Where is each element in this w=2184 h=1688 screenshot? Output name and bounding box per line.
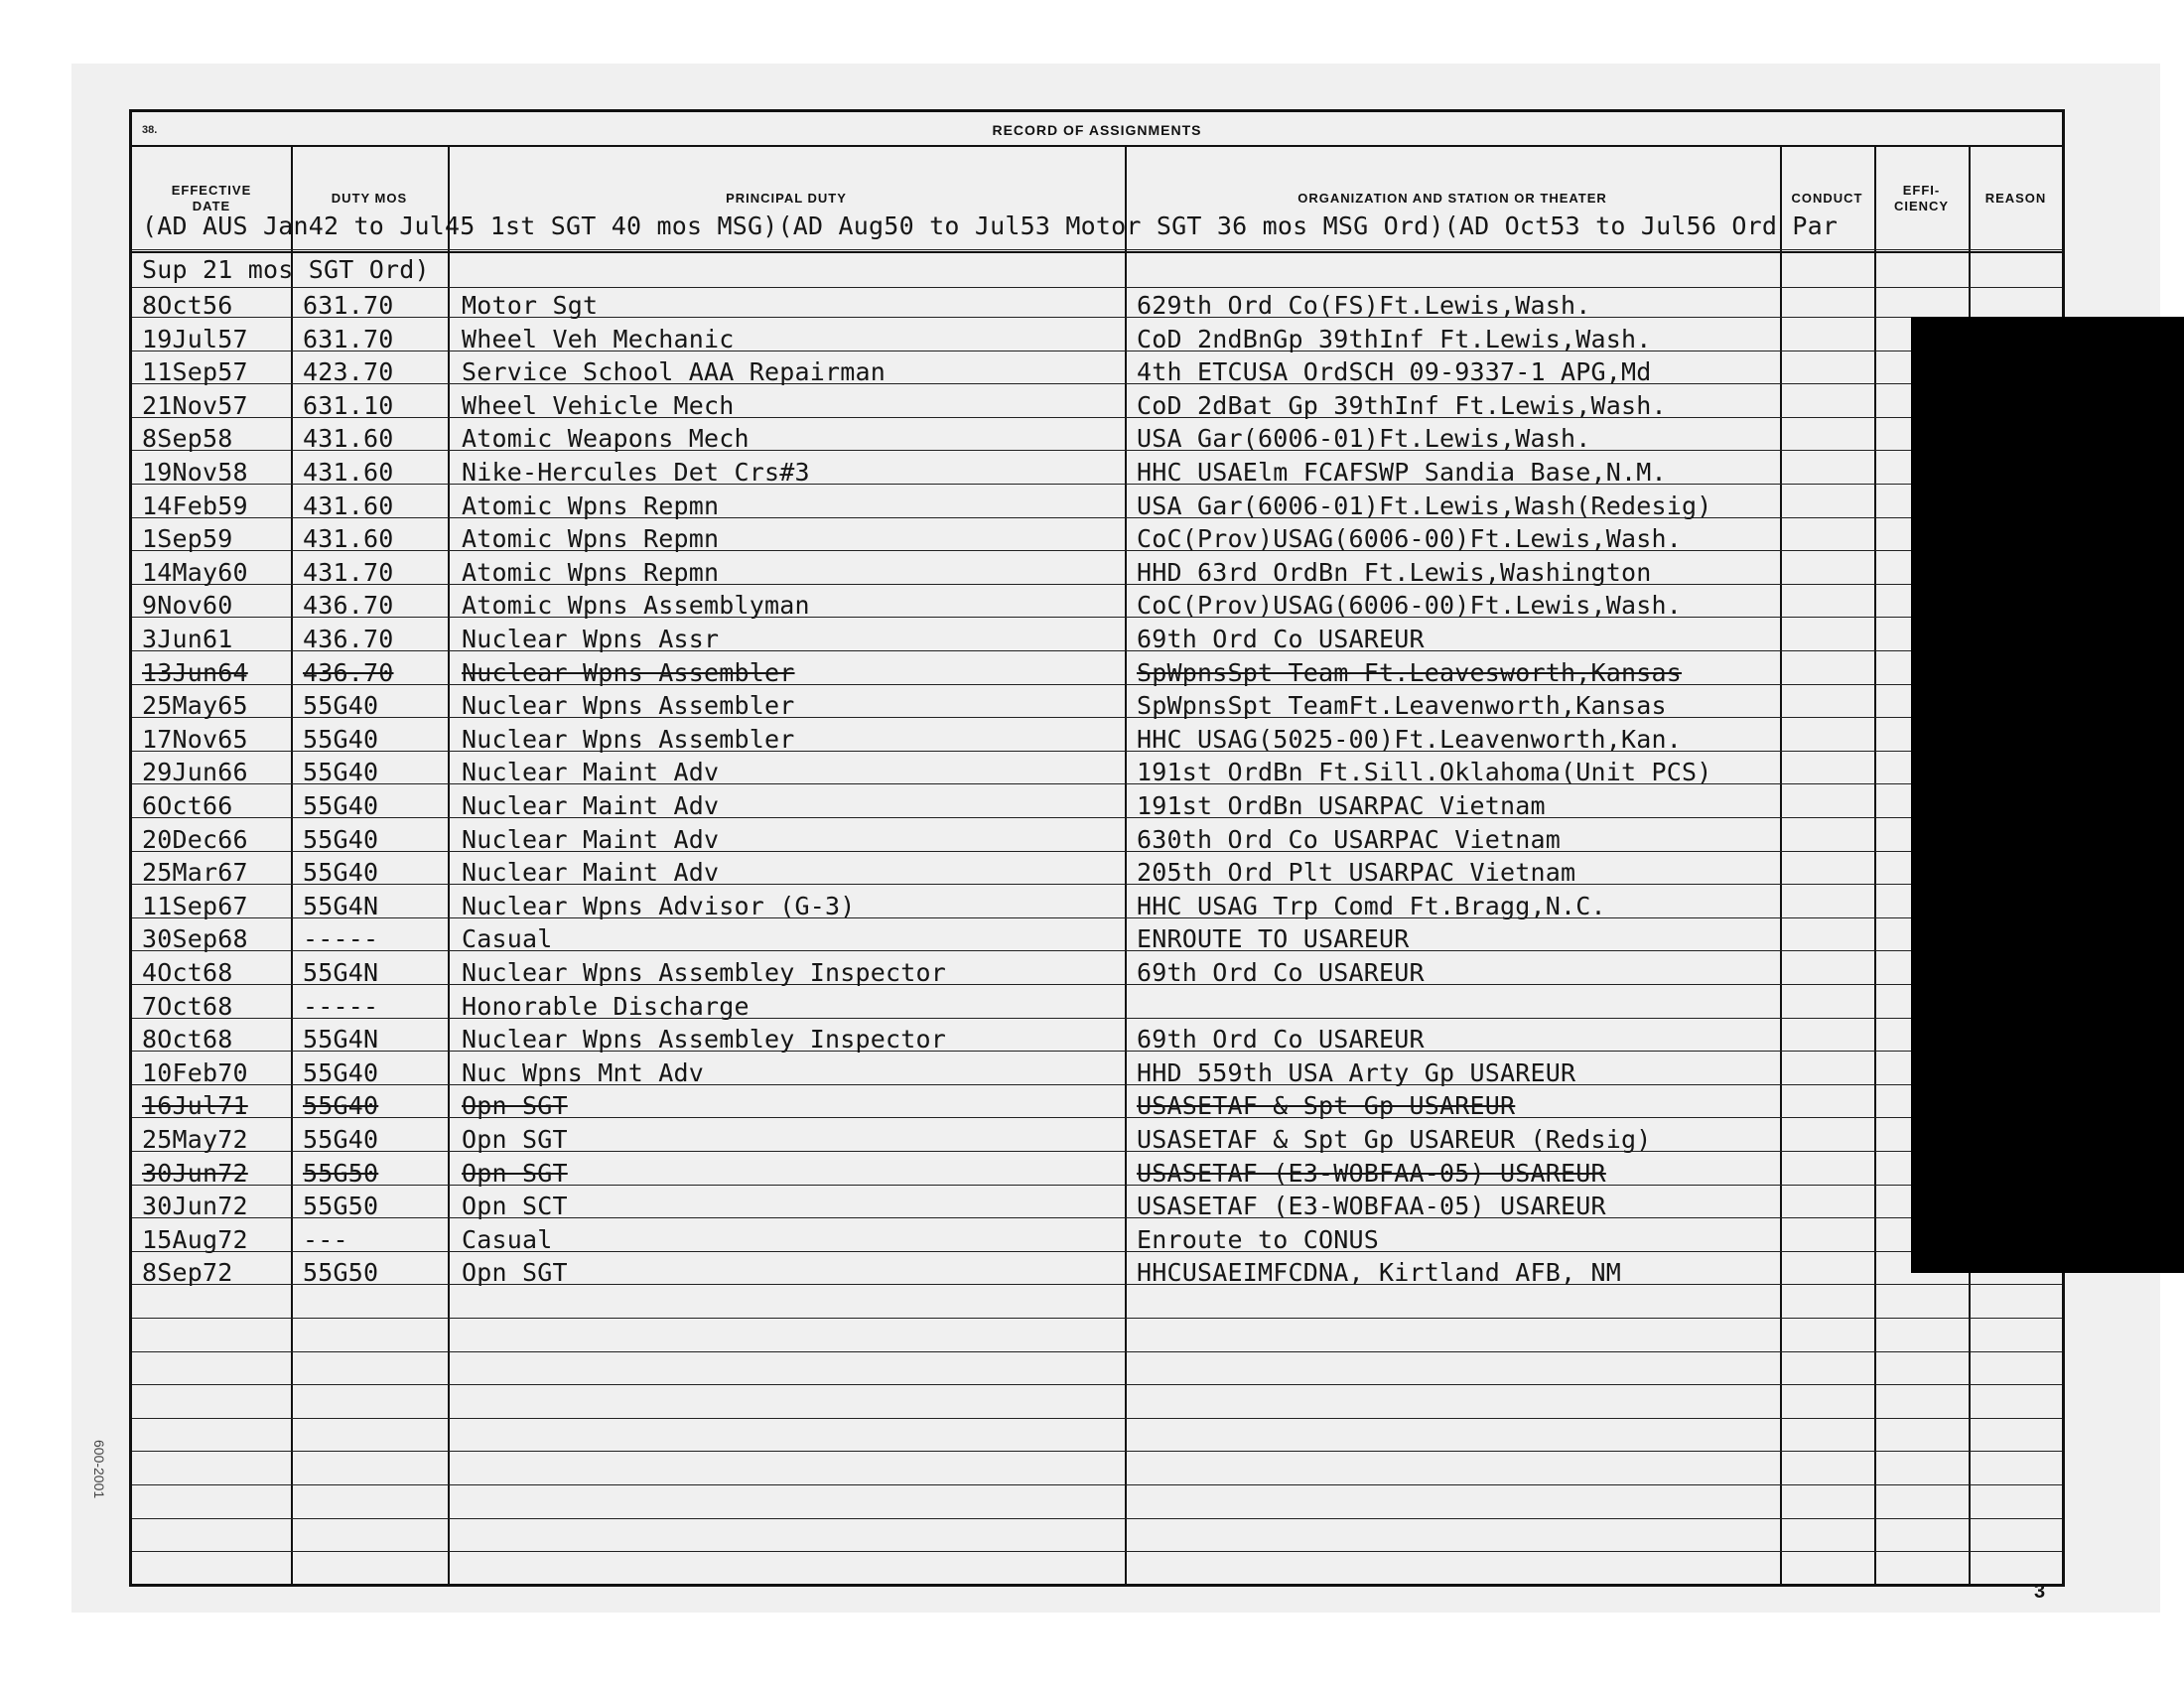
row-date: 25May65 — [142, 691, 248, 721]
row-mos: 55G40 — [303, 824, 379, 854]
row-mos: 55G50 — [303, 1258, 379, 1288]
row-duty: Atomic Weapons Mech — [462, 424, 750, 454]
row-date: 11Sep67 — [142, 891, 248, 920]
row-duty: Nuc Wpns Mnt Adv — [462, 1057, 705, 1087]
row-rule — [132, 1217, 2062, 1218]
row-rule — [132, 1185, 2062, 1186]
row-date: 30Sep68 — [142, 924, 248, 954]
row-duty: Wheel Vehicle Mech — [462, 390, 735, 420]
row-duty: Opn SGT — [462, 1125, 568, 1154]
header-duty-mos: DUTY MOS — [331, 191, 408, 206]
row-rule — [132, 1351, 2062, 1352]
column-divider — [1125, 145, 1127, 1584]
row-duty: Nuclear Wpns Assembler — [462, 724, 795, 754]
row-rule — [132, 783, 2062, 784]
row-date: 14May60 — [142, 557, 248, 587]
row-organization: 629th Ord Co(FS)Ft.Lewis,Wash. — [1137, 291, 1591, 320]
row-date: 25May72 — [142, 1125, 248, 1154]
row-mos: 55G4N — [303, 958, 379, 987]
row-organization: HHCUSAEIMFCDNA, Kirtland AFB, NM — [1137, 1258, 1622, 1288]
row-rule — [132, 484, 2062, 485]
row-duty: Opn SGT — [462, 1158, 568, 1188]
form-title: RECORD OF ASSIGNMENTS — [992, 122, 1202, 138]
row-rule — [132, 1484, 2062, 1485]
row-date: 20Dec66 — [142, 824, 248, 854]
row-date: 17Nov65 — [142, 724, 248, 754]
row-organization: 191st OrdBn Ft.Sill.Oklahoma(Unit PCS) — [1137, 758, 1712, 787]
row-rule — [132, 917, 2062, 918]
row-rule — [132, 417, 2062, 418]
row-duty: Atomic Wpns Repmn — [462, 524, 720, 554]
row-mos: 631.10 — [303, 390, 394, 420]
row-rule — [132, 351, 2062, 352]
row-rule — [132, 1284, 2062, 1285]
row-mos: 55G40 — [303, 691, 379, 721]
row-mos: 423.70 — [303, 357, 394, 387]
row-rule — [132, 550, 2062, 551]
row-rule — [132, 317, 2062, 318]
row-duty: Nike-Hercules Det Crs#3 — [462, 458, 810, 487]
row-organization: USASETAF & Spt Gp USAREUR — [1137, 1091, 1516, 1121]
row-rule — [132, 287, 2062, 288]
row-mos: 55G40 — [303, 791, 379, 820]
row-duty: Nuclear Maint Adv — [462, 824, 720, 854]
row-rule — [132, 1551, 2062, 1552]
row-date: 8Oct56 — [142, 291, 233, 320]
header-divider — [132, 251, 2062, 253]
row-date: 19Jul57 — [142, 324, 248, 353]
row-mos: 436.70 — [303, 625, 394, 653]
row-duty: Casual — [462, 1224, 553, 1254]
row-organization: Enroute to CONUS — [1137, 1224, 1380, 1254]
row-date: 21Nov57 — [142, 390, 248, 420]
row-duty: Atomic Wpns Repmn — [462, 491, 720, 520]
row-date: 8Sep72 — [142, 1258, 233, 1288]
row-duty: Opn SGT — [462, 1091, 568, 1121]
row-date: 13Jun64 — [142, 657, 248, 687]
row-duty: Service School AAA Repairman — [462, 357, 887, 387]
row-date: 8Oct68 — [142, 1025, 233, 1055]
column-divider — [1874, 145, 1876, 1584]
row-rule — [132, 1084, 2062, 1085]
title-divider — [132, 145, 2062, 147]
row-mos: --- — [303, 1224, 348, 1254]
page-number: 3 — [2034, 1581, 2046, 1603]
row-organization: CoC(Prov)USAG(6006-00)Ft.Lewis,Wash. — [1137, 524, 1683, 554]
row-organization: CoD 2ndBnGp 39thInf Ft.Lewis,Wash. — [1137, 324, 1652, 353]
row-date: 11Sep57 — [142, 357, 248, 387]
row-duty: Wheel Veh Mechanic — [462, 324, 735, 353]
header-effective-date: EFFECTIVE DATE — [171, 183, 252, 213]
redaction-block — [1911, 317, 2184, 1273]
row-date: 1Sep59 — [142, 524, 233, 554]
row-rule — [132, 1251, 2062, 1252]
row-duty: Nuclear Wpns Assembler — [462, 691, 795, 721]
row-duty: Nuclear Wpns Assr — [462, 625, 720, 653]
row-organization: 69th Ord Co USAREUR — [1137, 625, 1425, 653]
row-rule — [132, 884, 2062, 885]
row-organization: HHD 63rd OrdBn Ft.Lewis,Washington — [1137, 557, 1652, 587]
row-mos: 631.70 — [303, 291, 394, 320]
row-date: 14Feb59 — [142, 491, 248, 520]
header-organization: ORGANIZATION AND STATION OR THEATER — [1297, 191, 1607, 206]
row-rule — [132, 717, 2062, 718]
row-mos: 436.70 — [303, 657, 394, 687]
row-organization: 69th Ord Co USAREUR — [1137, 958, 1425, 987]
row-date: 3Jun61 — [142, 625, 233, 653]
row-rule — [132, 617, 2062, 618]
row-mos: 55G50 — [303, 1192, 379, 1221]
row-organization: HHD 559th USA Arty Gp USAREUR — [1137, 1057, 1576, 1087]
row-rule — [132, 1151, 2062, 1152]
row-organization: USA Gar(6006-01)Ft.Lewis,Wash. — [1137, 424, 1591, 454]
prior-service-line-2: Sup 21 mos SGT Ord) — [142, 255, 430, 284]
row-rule — [132, 1451, 2062, 1452]
row-organization: USASETAF (E3-WOBFAA-05) USAREUR — [1137, 1158, 1606, 1188]
row-rule — [132, 650, 2062, 651]
row-rule — [132, 383, 2062, 384]
row-organization: 4th ETCUSA OrdSCH 09-9337-1 APG,Md — [1137, 357, 1652, 387]
row-organization: 205th Ord Plt USARPAC Vietnam — [1137, 858, 1576, 888]
row-mos: 55G4N — [303, 891, 379, 920]
column-divider — [448, 145, 450, 1584]
row-mos: ----- — [303, 991, 379, 1021]
row-mos: 55G40 — [303, 758, 379, 787]
row-date: 16Jul71 — [142, 1091, 248, 1121]
row-duty: Nuclear Maint Adv — [462, 791, 720, 820]
row-rule — [132, 1117, 2062, 1118]
row-duty: Honorable Discharge — [462, 991, 750, 1021]
row-mos: ----- — [303, 924, 379, 954]
header-efficiency: EFFI- CIENCY — [1893, 183, 1950, 213]
row-mos: 631.70 — [303, 324, 394, 353]
form-item-number: 38. — [142, 124, 158, 136]
row-duty: Motor Sgt — [462, 291, 599, 320]
row-organization: SpWpnsSpt TeamFt.Leavenworth,Kansas — [1137, 691, 1667, 721]
row-date: 10Feb70 — [142, 1057, 248, 1087]
row-mos: 431.60 — [303, 524, 394, 554]
row-organization: 191st OrdBn USARPAC Vietnam — [1137, 791, 1546, 820]
row-mos: 55G40 — [303, 1125, 379, 1154]
row-duty: Atomic Wpns Repmn — [462, 557, 720, 587]
row-rule — [132, 684, 2062, 685]
row-mos: 431.60 — [303, 491, 394, 520]
row-duty: Opn SGT — [462, 1258, 568, 1288]
row-organization: USASETAF & Spt Gp USAREUR (Redsig) — [1137, 1125, 1652, 1154]
row-date: 30Jun72 — [142, 1158, 248, 1188]
row-duty: Opn SCT — [462, 1192, 568, 1221]
row-rule — [132, 751, 2062, 752]
row-mos: 55G4N — [303, 1025, 379, 1055]
row-date: 19Nov58 — [142, 458, 248, 487]
row-rule — [132, 450, 2062, 451]
row-organization: HHC USAElm FCAFSWP Sandia Base,N.M. — [1137, 458, 1667, 487]
row-date: 8Sep58 — [142, 424, 233, 454]
row-organization: USA Gar(6006-01)Ft.Lewis,Wash(Redesig) — [1137, 491, 1712, 520]
row-organization: HHC USAG Trp Comd Ft.Bragg,N.C. — [1137, 891, 1606, 920]
row-duty: Atomic Wpns Assemblyman — [462, 591, 810, 621]
prior-service-line-1: (AD AUS Jan42 to Jul45 1st SGT 40 mos MSG)(AD Aug50 to Jul53 Motor SGT 36 mos MSG Ord)(AD Oct53 to Jul56 Ord Par — [142, 211, 1839, 240]
row-duty: Nuclear Wpns Assembley Inspector — [462, 1025, 947, 1055]
row-duty: Nuclear Maint Adv — [462, 858, 720, 888]
record-of-assignments-form — [129, 109, 2065, 1587]
row-date: 15Aug72 — [142, 1224, 248, 1254]
row-organization: SpWpnsSpt Team Ft.Leavesworth,Kansas — [1137, 657, 1683, 687]
row-organization: 630th Ord Co USARPAC Vietnam — [1137, 824, 1562, 854]
row-rule — [132, 517, 2062, 518]
row-date: 9Nov60 — [142, 591, 233, 621]
row-date: 6Oct66 — [142, 791, 233, 820]
row-rule — [132, 1051, 2062, 1052]
row-date: 29Jun66 — [142, 758, 248, 787]
side-form-mark: 600-2001 — [91, 1440, 107, 1499]
row-mos: 431.60 — [303, 458, 394, 487]
row-mos: 431.60 — [303, 424, 394, 454]
row-organization: CoC(Prov)USAG(6006-00)Ft.Lewis,Wash. — [1137, 591, 1683, 621]
row-organization: ENROUTE TO USAREUR — [1137, 924, 1410, 954]
row-rule — [132, 851, 2062, 852]
row-rule — [132, 817, 2062, 818]
row-organization: HHC USAG(5025-00)Ft.Leavenworth,Kan. — [1137, 724, 1683, 754]
row-date: 4Oct68 — [142, 958, 233, 987]
row-mos: 431.70 — [303, 557, 394, 587]
column-divider — [291, 145, 293, 1584]
row-duty: Nuclear Wpns Assembley Inspector — [462, 958, 947, 987]
row-rule — [132, 249, 2062, 250]
row-rule — [132, 1418, 2062, 1419]
row-mos: 55G40 — [303, 1057, 379, 1087]
row-duty: Nuclear Maint Adv — [462, 758, 720, 787]
row-rule — [132, 984, 2062, 985]
row-organization: CoD 2dBat Gp 39thInf Ft.Lewis,Wash. — [1137, 390, 1667, 420]
row-date: 7Oct68 — [142, 991, 233, 1021]
row-rule — [132, 1318, 2062, 1319]
row-rule — [132, 1518, 2062, 1519]
row-mos: 436.70 — [303, 591, 394, 621]
column-divider — [1780, 145, 1782, 1584]
row-duty: Nuclear Wpns Advisor (G-3) — [462, 891, 856, 920]
row-mos: 55G50 — [303, 1158, 379, 1188]
row-mos: 55G40 — [303, 724, 379, 754]
row-mos: 55G40 — [303, 858, 379, 888]
row-organization: 69th Ord Co USAREUR — [1137, 1025, 1425, 1055]
header-principal-duty: PRINCIPAL DUTY — [726, 191, 847, 206]
row-rule — [132, 950, 2062, 951]
row-duty: Nuclear Wpns Assembler — [462, 657, 795, 687]
row-mos: 55G40 — [303, 1091, 379, 1121]
row-rule — [132, 1384, 2062, 1385]
header-conduct: CONDUCT — [1791, 191, 1863, 206]
row-date: 30Jun72 — [142, 1192, 248, 1221]
header-reason: REASON — [1984, 191, 2047, 206]
row-organization: USASETAF (E3-WOBFAA-05) USAREUR — [1137, 1192, 1606, 1221]
row-rule — [132, 584, 2062, 585]
row-date: 25Mar67 — [142, 858, 248, 888]
row-rule — [132, 1018, 2062, 1019]
row-duty: Casual — [462, 924, 553, 954]
